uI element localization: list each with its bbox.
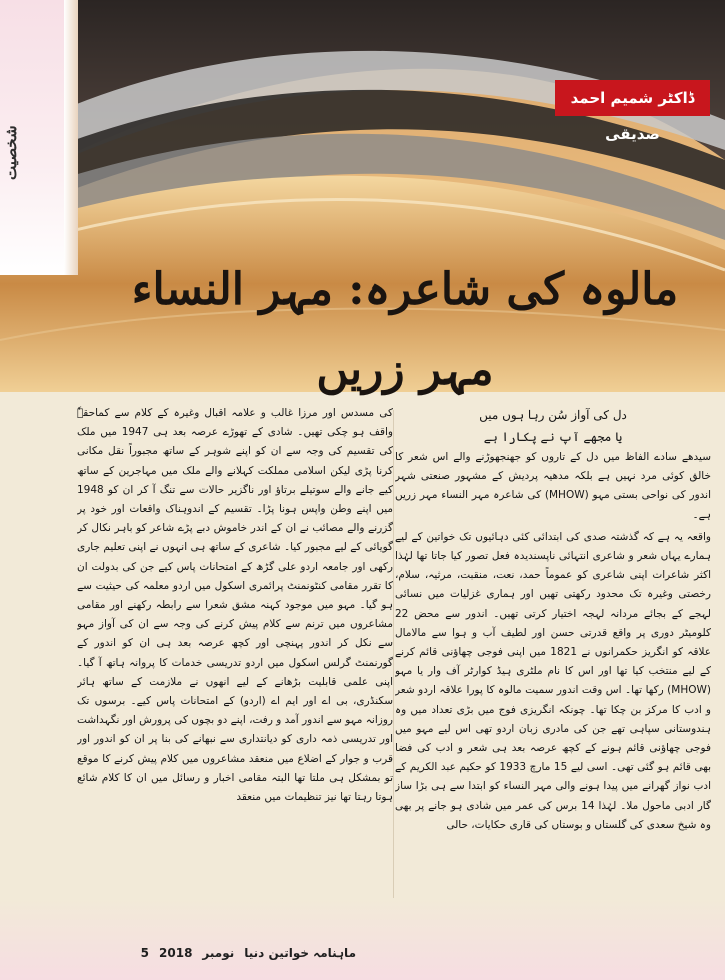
opening-verse-line-2: یا مجھے آپ نے پکارا ہے xyxy=(483,430,623,444)
magazine-name: ماہنامہ خواتین دنیا xyxy=(244,946,356,960)
issue-year: 2018 xyxy=(159,946,193,960)
issue-month: نومبر xyxy=(202,946,235,960)
opening-verse-line-1: دل کی آواز سُن رہا ہوں میں xyxy=(479,408,627,422)
author-byline: ڈاکٹر شمیم احمد صدیقی xyxy=(555,80,710,116)
section-tag-divider xyxy=(64,0,78,275)
page-footer xyxy=(96,942,356,964)
article-column-left xyxy=(77,404,393,914)
section-tag xyxy=(0,0,78,275)
article-column-right xyxy=(395,404,711,914)
paragraph: کی مسدس اور مرزا غالب و علامہ اقبال وغیرہ کے کلام سے کماحقہٗ واقف ہو چکی تھیں۔ شادی کے تھوڑے عرصہ بعد ہی 1947 میں ملک کی تقسیم کی وجہ سے ان کو اپنے شوہر کے ساتھ مجبوراً نقل مکانی کرنا پڑی لیکن اسلامی مملکت کہلانے والے ملک میں مہاجرین کے ساتھ کیے جانے والے سوتیلے برتاؤ اور ناگزیر حالات سے تنگ آ کر ان کو 1948 میں اپنے وطن واپس ہونا پڑا۔ تقسیم کے اندوہناک واقعات اور خود پر گزرنے والے مصائب نے ان کے اندر خاموش دبے پڑے شاعر کو باہر نکال کر گویائی کے لیے مجبور کیا۔ شاعری کے ساتھ ہی انہوں نے اپنی تعلیم جاری رکھی اور جامعہ اردو علی گڑھ کے امتحانات پاس کیے جن کی بدولت ان کا تقرر مقامی کنٹونمنٹ پرائمری اسکول میں اردو معلمہ کی حیثیت سے ہو گیا۔ مہو میں موجود کہنہ مشق شعرا سے رابطہ رکھنے اور مقامی مشاعروں میں ترنم سے کلام پیش کرنے کی وجہ سے ان کی آواز مہو سے نکل کر اندور پہنچی اور کچھ عرصہ بعد ہی ان کو اندور کے گورنمنٹ گرلس اسکول میں اردو تدریسی خدمات کا پروانہ ہاتھ آ گیا۔ اپنی علمی قابلیت بڑھانے کے لیے انھوں نے ملازمت کے ساتھ ہائر سکنڈری، بی اے اور ایم اے (اردو) کے امتحانات پاس کیے۔ برسوں تک روزانہ مہو سے اندور آمد و رفت، اپنے دو بچوں کی پرورش اور نگہداشت اور تدریسی ذمہ داری کو دیانتداری سے نبھانے کی بنا پر ان کو اندور اور قرب و جوار کے اضلاع میں منعقد مشاعروں میں کلام پیش کرنے کا موقع تو بمشکل ہی ملتا تھا البتہ مقامی اخبار و رسائل میں ان کا کلام شائع ہوتا رہتا تھا نیز تنظیمات میں منعقد xyxy=(77,407,393,804)
page-number: 5 xyxy=(140,946,150,960)
footer-band xyxy=(0,898,725,980)
section-label: شخصیت xyxy=(2,125,20,180)
article-title: مالوہ کی شاعرہ: مہر النساء مہر زریں xyxy=(131,264,679,395)
paragraph: واقعہ یہ ہے کہ گذشتہ صدی کی ابتدائی کئی دہائیوں تک خواتین کے لیے ہمارے یہاں شعر و شاعری انتہائی ناپسندیدہ فعل تصور کیا جاتا تھا لہٰذا اکثر شاعرات اپنی شاعری کو عموماً حمد، نعت، منقبت، مرثیہ، سلام، رخصتی وغیرہ تک محدود رکھتی تھیں اور ہماری غزلیات میں نسائی لہجے کے بجائے مردانہ لہجہ اختیار کرتی تھیں۔ اندور سے محض 22 کلومیٹر دوری پر واقع قدرتی حسن اور لطیف آب و ہوا سے مالامال علاقہ کو انگریز حکمرانوں نے 1821 میں اپنی فوجی چھاؤنی قائم کرنے کے لیے منتخب کیا تھا اور اس کا نام ملٹری ہیڈ کوارٹر آف وار یا مہو (MHOW) رکھا تھا۔ اس وقت اندور سمیت مالوہ کا پورا علاقہ اردو شعر و ادب کا مرکز بن چکا تھا۔ چونکہ انگریزی فوج میں بڑی تعداد میں وہ ہندوستانی سپاہی تھے جن کی مادری زبان اردو تھی اس لیے مہو میں فوجی چھاؤنی قائم ہونے کے کچھ عرصہ بعد ہی شعر و ادب کی فضا بھی قائم ہو گئی تھی۔ اسی لیے 15 مارچ 1933 کو حکیم عبد الکریم کے ادب نواز گھرانے میں پیدا ہونے والی مہر النساء کو ابتدا سے ہی بڑا ساز گار ادبی ماحول ملا۔ لہٰذا 14 برس کی عمر میں شادی ہو جانے پر بھی وہ شیخ سعدی کی گلستاں و بوستاں کی قاری حکایات، حالی xyxy=(395,530,711,831)
column-divider xyxy=(393,410,394,915)
paragraph: سیدھے سادے الفاظ میں دل کے تاروں کو جھنجھوڑنے والے اس شعر کا خالق کوئی مرد نہیں ہے بلکہ مدھیہ پردیش کے مشہور صنعتی شہر اندور کی نواحی بستی مہو (MHOW) کی شاعرہ مہر النساء مہر زریں ہے۔ xyxy=(395,451,711,521)
